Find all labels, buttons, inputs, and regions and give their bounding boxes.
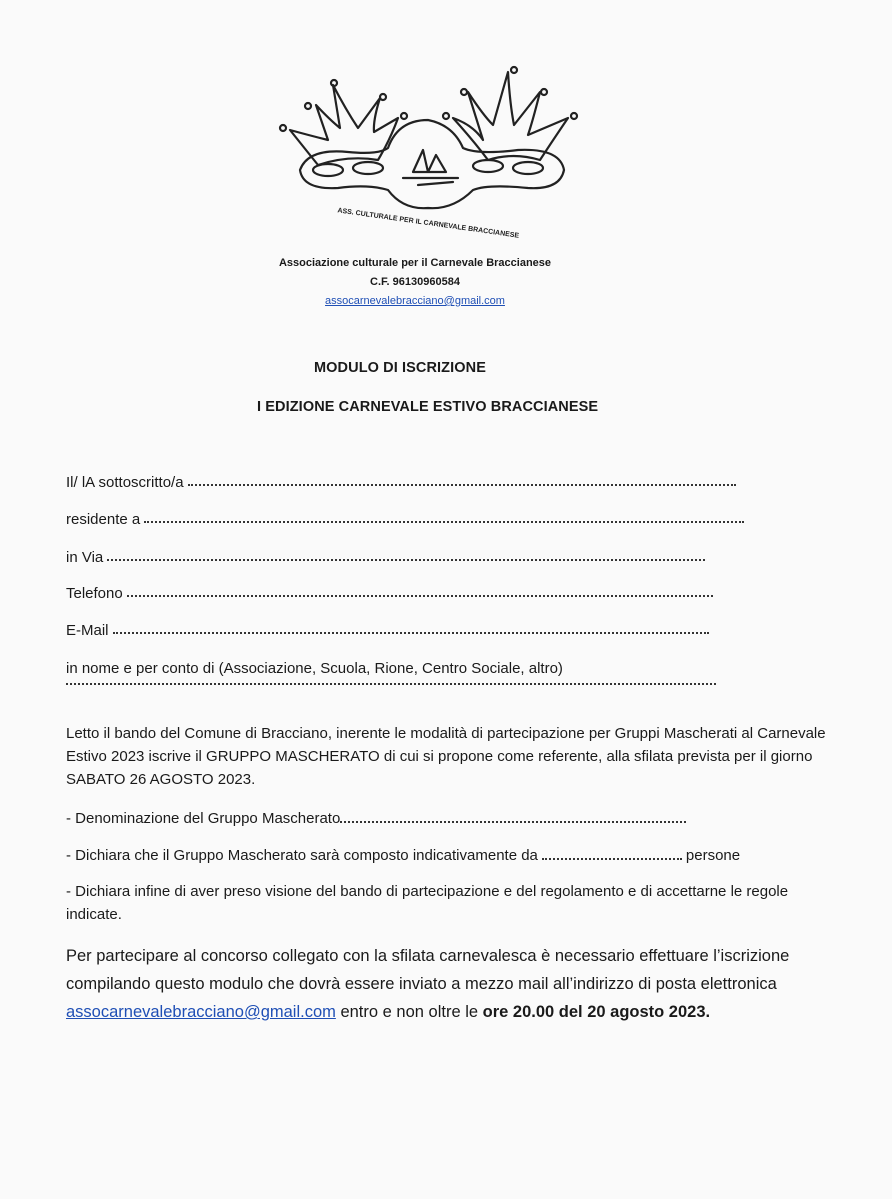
group-size-label: - Dichiara che il Gruppo Mascherato sarà composto indicativamente da — [66, 847, 538, 864]
organization-header — [230, 254, 600, 311]
field-email[interactable] — [66, 622, 709, 639]
fill-in-line[interactable] — [340, 820, 686, 823]
fill-in-line[interactable] — [542, 857, 682, 860]
left-crown-icon — [290, 85, 398, 165]
fill-in-line[interactable] — [113, 631, 709, 634]
field-street[interactable] — [66, 549, 705, 566]
field-residence[interactable] — [66, 511, 744, 528]
fill-in-line[interactable] — [188, 483, 736, 486]
fill-in-line[interactable] — [66, 682, 716, 685]
group-name-item[interactable] — [66, 807, 690, 830]
field-label: in Via — [66, 549, 104, 566]
sailboat-icon — [403, 150, 458, 185]
field-on-behalf-of-line[interactable] — [66, 683, 716, 686]
field-label: residente a — [66, 511, 141, 528]
fill-in-line[interactable] — [144, 520, 744, 523]
group-name-label: - Denominazione del Gruppo Mascherato — [66, 810, 341, 827]
form-title: MODULO DI ISCRIZIONE — [314, 360, 486, 376]
group-size-item[interactable] — [66, 844, 740, 867]
association-logo — [278, 60, 583, 240]
submission-email-link[interactable]: assocarnevalebracciano@gmail.com — [66, 1003, 336, 1021]
field-on-behalf-of — [66, 660, 563, 677]
edition-title: I EDIZIONE CARNEVALE ESTIVO BRACCIANESE — [257, 399, 599, 415]
instructions-text: Per partecipare al concorso collegato con la sfilata carnevalesca è necessario effettuare l’iscrizione compilando questo modulo che dovrà essere inviato a mezzo mail all’indirizzo di posta elettronica — [66, 947, 790, 993]
submission-instructions — [66, 942, 876, 1026]
declaration-item: - Dichiara infine di aver preso visione del bando di partecipazione e del regolamento e di accettarne le regole indicate. — [66, 883, 789, 923]
field-label: Telefono — [66, 585, 123, 602]
fill-in-line[interactable] — [107, 558, 705, 561]
organization-name: Associazione culturale per il Carnevale Braccianese — [278, 257, 552, 269]
logo-caption: ASS. CULTURALE PER IL CARNEVALE BRACCIANESE — [337, 207, 520, 240]
field-signatory[interactable] — [66, 474, 736, 491]
instructions-text-2: entro e non oltre le — [335, 1003, 483, 1021]
fill-in-line[interactable] — [127, 594, 713, 597]
group-size-unit: persone — [685, 847, 741, 864]
registration-paragraph: Letto il bando del Comune di Bracciano, inerente le modalità di partecipazione per Gruppi Mascherati al Carnevale Estivo 2023 iscrive il GRUPPO MASCHERATO di cui si propone come referente, alla sfilata prevista per il giorno SABATO 26 AGOSTO 2023. — [66, 725, 826, 788]
tax-code: C.F. 96130960584 — [370, 276, 460, 288]
field-label: Il/ lA sottoscritto/a — [66, 474, 184, 491]
field-label: E-Mail — [66, 622, 109, 639]
right-crown-icon — [453, 72, 568, 160]
field-label: in nome e per conto di (Associazione, Scuola, Rione, Centro Sociale, altro) — [66, 660, 563, 677]
field-phone[interactable] — [66, 585, 713, 602]
organization-email-link[interactable]: assocarnevalebracciano@gmail.com — [325, 295, 505, 307]
deadline: ore 20.00 del 20 agosto 2023. — [482, 1003, 711, 1021]
